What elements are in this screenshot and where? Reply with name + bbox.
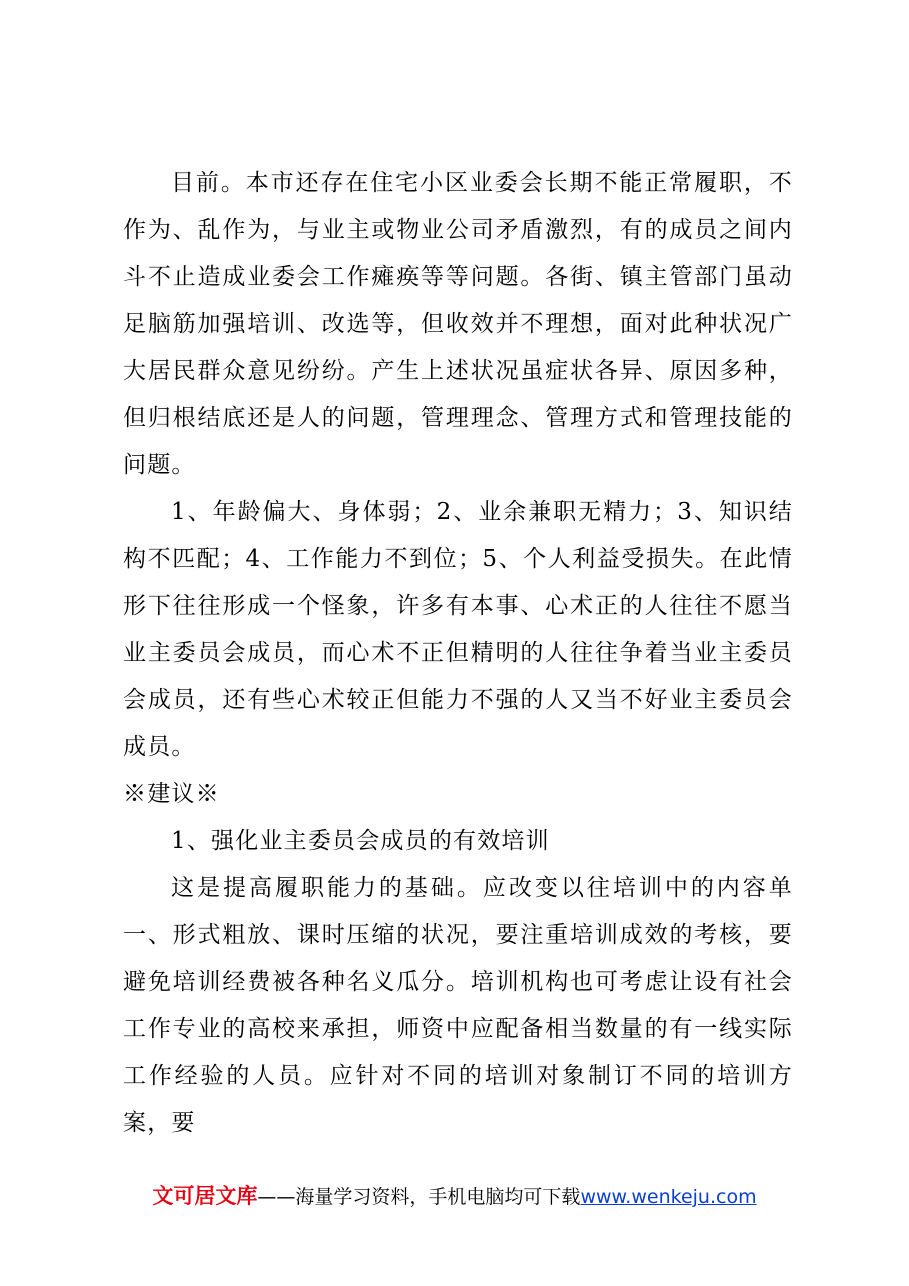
- subheading-training: 1、强化业主委员会成员的有效培训: [171, 828, 550, 854]
- paragraph-causes: 1、年龄偏大、身体弱；2、业余兼职无精力；3、知识结构不匹配；4、工作能力不到位；5、个人利益受损失。在此情形下往往形成一个怪象，许多有本事、心术正的人往往不愿当业主委员会成员，而心术不正但精明的人往往争着当业主委员会成员，还有些心术较正但能力不强的人又当不好业主委员会成员。: [123, 499, 793, 760]
- paragraph-training: 这是提高履职能力的基础。应改变以往培训中的内容单一、形式粗放、课时压缩的状况，要注重培训成效的考核，要避免培训经费被各种名义瓜分。培训机构也可考虑让设有社会工作专业的高校来承担，师资中应配备相当数量的有一线实际工作经验的人员。应针对不同的培训对象制订不同的培训方案，要: [123, 875, 793, 1136]
- footer-website-link[interactable]: www.wenkeju.com: [580, 1186, 757, 1208]
- section-heading: ※建议※: [123, 781, 220, 807]
- footer-banner: [0, 1180, 909, 1213]
- paragraph-current-situation: 目前。本市还存在住宅小区业委会长期不能正常履职，不作为、乱作为，与业主或物业公司矛盾激烈，有的成员之间内斗不止造成业委会工作瘫痪等等问题。各街、镇主管部门虽动足脑筋加强培训、改选等，但收效并不理想，面对此种状况广大居民群众意见纷纷。产生上述状况虽症状各异、原因多种，但归根结底还是人的问题，管理理念、管理方式和管理技能的问题。: [123, 170, 793, 478]
- document-body: [123, 160, 793, 1147]
- footer-tagline: ——海量学习资料，手机电脑均可下载: [257, 1186, 581, 1208]
- footer-brand: 文可居文库: [152, 1184, 258, 1208]
